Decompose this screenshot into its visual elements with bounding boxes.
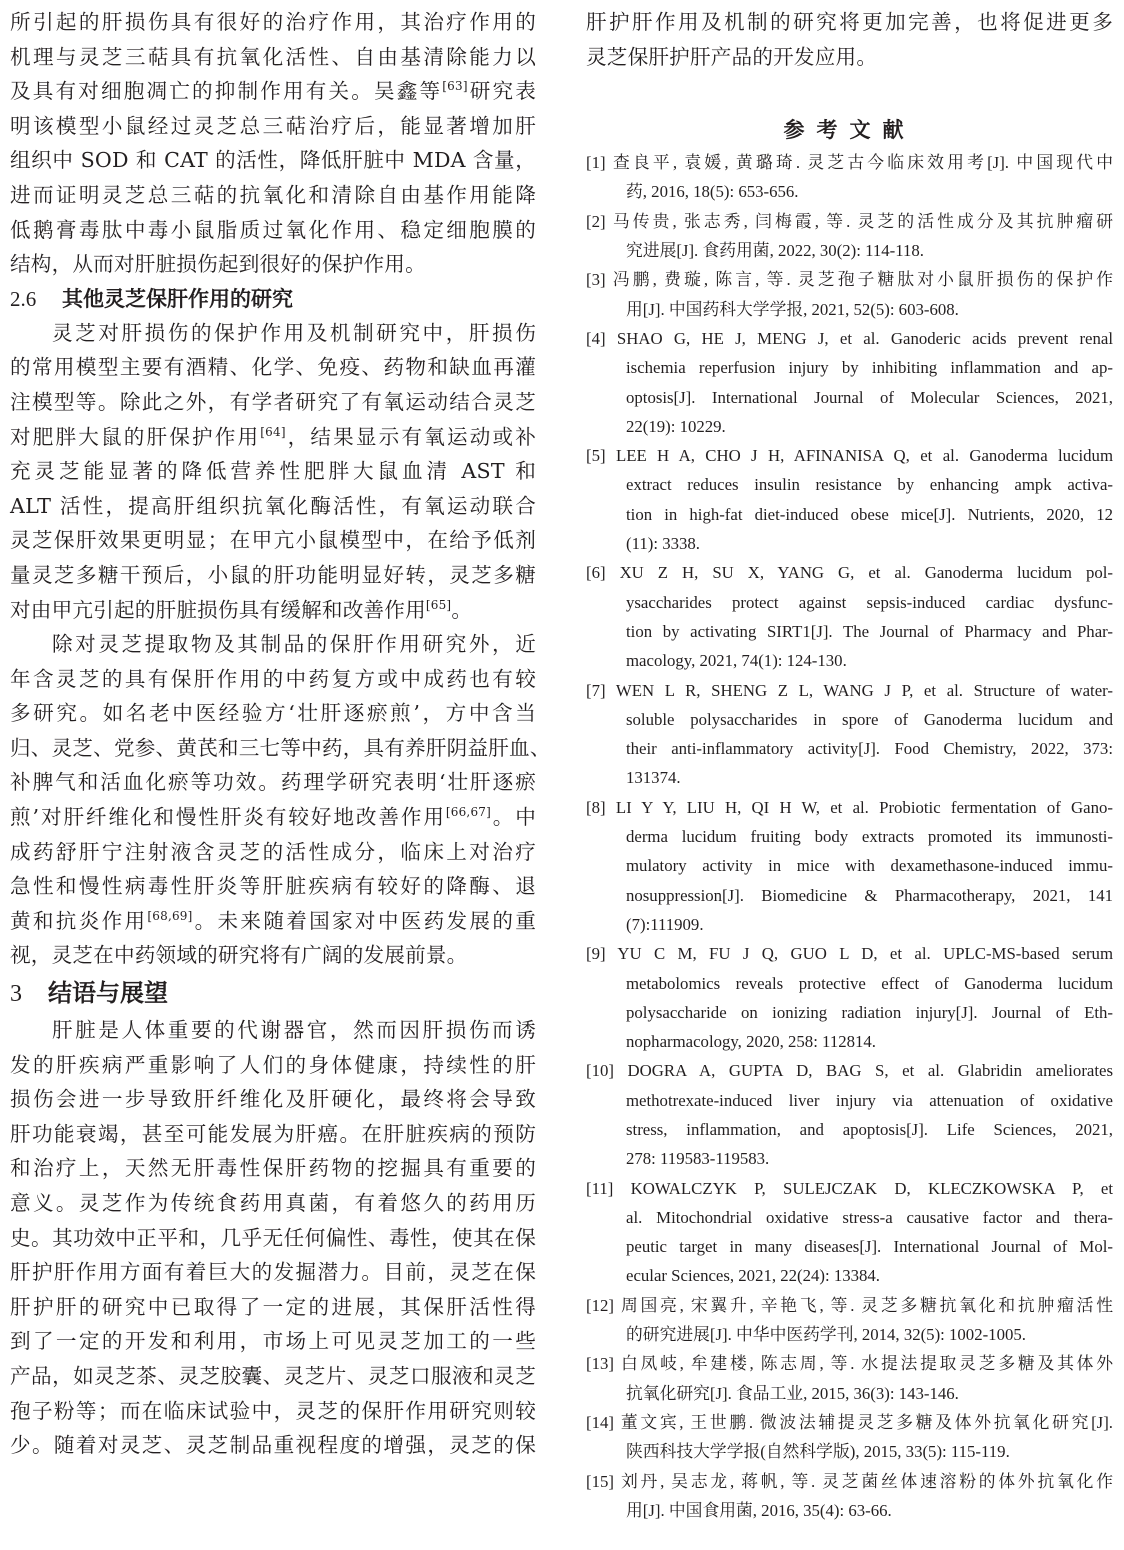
text-segment: 黄和抗炎作用 (10, 908, 148, 933)
text-line: 视，灵芝在中药领域的研究将有广阔的发展前景。 (10, 943, 468, 968)
text-segment: 。 (451, 597, 473, 622)
reference-line: 131374. (626, 768, 681, 788)
reference-item (586, 265, 1113, 324)
paragraph-conclusion (10, 1013, 536, 1463)
reference-number: [14] (586, 1412, 621, 1432)
text-line: 肝功能衰竭，甚至可能发展为肝癌。在肝脏疾病的预防 (10, 1121, 536, 1146)
reference-line: polysaccharide on ionizing radiation injury[J]. Journal of Eth- (626, 1002, 1113, 1022)
text-line: 量灵芝多糖干预后，小鼠的肝功能明显好转，灵芝多糖 (10, 562, 536, 587)
reference-line: 用[J]. 中国药科大学学报, 2021, 52(5): 603-608. (626, 299, 959, 319)
reference-number: [5] (586, 446, 616, 466)
reference-line (586, 558, 1113, 587)
reference-line: (11): 3338. (626, 534, 700, 554)
text-line: 意义。灵芝作为传统食药用真菌，有着悠久的药用历 (10, 1191, 536, 1215)
text-line: 成药舒肝宁注射液含灵芝的活性成分，临床上对治疗 (10, 839, 536, 864)
text-line: 灵芝保肝效果更明显；在甲亢小鼠模型中，在给予低剂 (10, 528, 536, 553)
reference-number: [15] (586, 1471, 621, 1491)
reference-line (586, 148, 1113, 177)
text-line: 充灵芝能显著的降低营养性肥胖大鼠血清 AST 和 (10, 459, 536, 484)
section-heading-2-6 (10, 282, 536, 316)
reference-line: (7):111909. (626, 914, 704, 934)
reference-line: macology, 2021, 74(1): 124-130. (626, 651, 847, 671)
reference-line (586, 441, 1113, 470)
text-line: 肝脏是人体重要的代谢器官，然而因肝损伤而诱 (52, 1018, 536, 1043)
reference-line: extract reduces insulin resistance by enhancing ampk activa- (626, 475, 1113, 495)
reference-line (586, 793, 1113, 822)
text-line: 的常用模型主要有酒精、化学、免疫、药物和缺血再灌 (10, 355, 536, 380)
reference-line: peutic target in many diseases[J]. International Journal of Mol- (626, 1237, 1113, 1257)
text-line: 年含灵芝的具有保肝作用的中药复方或中成药也有较 (10, 666, 536, 691)
text-line: 损伤会进一步导致肝纤维化及肝硬化，最终将会导致 (10, 1087, 536, 1112)
paragraph-triterpene-mechanism (10, 5, 536, 282)
paragraph-other-studies (10, 316, 536, 627)
text-line: 注模型等。除此之外，有学者研究了有氧运动结合灵芝 (10, 389, 536, 414)
reference-line (586, 207, 1113, 236)
reference-line: al. Mitochondrial oxidative stress-a causative factor and thera- (626, 1207, 1113, 1227)
text-line: 和治疗上，天然无肝毒性保肝药物的挖掘具有重要的 (10, 1156, 536, 1181)
text-segment: ，结果显示有氧运动或补 (285, 424, 536, 449)
reference-number: [3] (586, 270, 613, 290)
reference-line: their anti-inflammatory activity[J]. Food Chemistry, 2022, 373: (626, 739, 1113, 759)
reference-item (586, 793, 1113, 939)
reference-text: LI Y Y, LIU H, QI H W, et al. Probiotic fermentation of Gano- (615, 797, 1113, 817)
reference-item (586, 441, 1113, 558)
reference-text: KOWALCZYK P, SULEJCZAK D, KLECZKOWSKA P, et (630, 1178, 1113, 1198)
text-line: 肝护肝的研究中已取得了一定的进展，其保肝活性得 (10, 1294, 536, 1319)
reference-number: [7] (586, 680, 616, 700)
reference-text: YU C M, FU J Q, GUO L D, et al. UPLC-MS-based serum (617, 944, 1113, 964)
reference-item (586, 1056, 1113, 1173)
section-heading-3 (10, 973, 536, 1013)
reference-number: [4] (586, 328, 617, 348)
reference-line: ischemia reperfusion injury by inhibiting inflammation and ap- (626, 358, 1113, 378)
reference-line (586, 1408, 1113, 1437)
reference-text: 董文宾, 王世鹏. 微波法辅提灵芝多糖及体外抗氧化研究[J]. (620, 1412, 1114, 1432)
text-line: 孢子粉等；而在临床试验中，灵芝的保肝作用研究则较 (10, 1398, 536, 1423)
reference-line: 22(19): 10229. (626, 416, 726, 436)
reference-text: SHAO G, HE J, MENG J, et al. Ganoderic acids prevent renal (616, 328, 1114, 348)
reference-line: 陕西科技大学学报(自然科学版), 2015, 33(5): 115-119. (626, 1442, 1010, 1462)
section-title: 其他灵芝保肝作用的研究 (62, 286, 293, 311)
reference-line (586, 1056, 1113, 1085)
text-line (10, 74, 536, 109)
reference-text: XU Z H, SU X, YANG G, et al. Ganoderma lucidum pol- (619, 563, 1114, 583)
reference-number: [13] (586, 1354, 621, 1374)
text-line (10, 420, 536, 455)
reference-line: tion in high-fat diet-induced obese mice[J]. Nutrients, 2020, 12 (626, 504, 1113, 524)
text-segment: 煎’对肝纤维化和慢性肝炎有较好地改善作用 (10, 805, 446, 830)
text-line: 补脾气和活血化瘀等功效。药理学研究表明‘壮肝逐瘀 (10, 770, 536, 795)
text-line: 灵芝保肝护肝产品的开发应用。 (586, 44, 878, 69)
reference-line: optosis[J]. International Journal of Molecular Sciences, 2021, (626, 387, 1113, 407)
text-line (10, 593, 536, 628)
citation-68-69[interactable]: [68,69] (147, 908, 193, 923)
reference-item (586, 676, 1113, 793)
reference-line: 用[J]. 中国食用菌, 2016, 35(4): 63-66. (626, 1500, 892, 1520)
reference-line: tion by activating SIRT1[J]. The Journal of Pharmacy and Phar- (626, 621, 1113, 641)
reference-number: [10] (586, 1061, 628, 1081)
reference-item (586, 324, 1113, 441)
reference-line: nopharmacology, 2020, 258: 112814. (626, 1032, 876, 1052)
text-segment: 对由甲亢引起的肝脏损伤具有缓解和改善作用 (10, 597, 426, 622)
text-segment: 对肥胖大鼠的肝保护作用 (10, 424, 261, 449)
citation-65[interactable]: [65] (425, 597, 452, 612)
reference-line: soluble polysaccharides in spore of Ganoderma lucidum and (626, 709, 1113, 729)
text-line: 史。其功效中正平和，几乎无任何偏性、毒性，使其在保 (10, 1225, 536, 1250)
reference-item (586, 1467, 1113, 1526)
text-line (10, 904, 536, 939)
reference-item (586, 1349, 1113, 1408)
citation-64[interactable]: [64] (260, 424, 286, 439)
text-line: 灵芝对肝损伤的保护作用及机制研究中，肝损伤 (52, 320, 536, 345)
reference-line (586, 1349, 1113, 1378)
text-line: 发的肝疾病严重影响了人们的身体健康，持续性的肝 (10, 1052, 536, 1077)
paragraph-conclusion-end (586, 5, 1113, 74)
reference-item (586, 1291, 1113, 1350)
reference-text: 马传贵, 张志秀, 闫梅霞, 等. 灵芝的活性成分及其抗肿瘤研 (612, 211, 1113, 231)
text-line: 除对灵芝提取物及其制品的保肝作用研究外，近 (52, 632, 536, 657)
text-segment: 及具有对细胞凋亡的抑制作用有关。吴鑫等 (10, 79, 443, 104)
reference-text: 白凤岐, 牟建楼, 陈志周, 等. 水提法提取灵芝多糖及其体外 (620, 1354, 1113, 1374)
reference-text: WEN L R, SHENG Z L, WANG J P, et al. Structure of water- (615, 680, 1113, 700)
reference-line: 抗氧化研究[J]. 食品工业, 2015, 36(3): 143-146. (626, 1383, 959, 1403)
text-segment: 研究表 (467, 79, 536, 104)
reference-line: methotrexate-induced liver injury via attenuation of oxidative (626, 1090, 1113, 1110)
citation-63[interactable]: [63] (442, 79, 468, 94)
reference-text: 冯鹏, 费璇, 陈言, 等. 灵芝孢子糖肽对小鼠肝损伤的保护作 (612, 270, 1113, 290)
reference-number: [11] (586, 1178, 631, 1198)
section-number: 2.6 (10, 286, 37, 311)
reference-item (586, 939, 1113, 1056)
reference-line: 278: 119583-119583. (626, 1149, 770, 1169)
text-segment: 。未来随着国家对中医药发展的重 (192, 908, 537, 933)
text-line: 肝护肝作用及机制的研究将更加完善，也将促进更多 (586, 10, 1113, 34)
text-line: 归、灵芝、党参、黄芪和三七等中药，具有养肝阴益肝血、 (10, 735, 551, 760)
right-column (586, 0, 1113, 1525)
reference-line: 药, 2016, 18(5): 653-656. (626, 182, 799, 202)
text-line: 急性和慢性病毒性肝炎等肝脏疾病有较好的降酶、退 (10, 874, 536, 899)
reference-number: [12] (586, 1295, 621, 1315)
section-title: 结语与展望 (48, 979, 168, 1008)
reference-item (586, 1408, 1113, 1467)
reference-list (586, 148, 1113, 1525)
reference-line (586, 265, 1113, 294)
text-line: 少。随着对灵芝、灵芝制品重视程度的增强，灵芝的保 (10, 1433, 536, 1458)
reference-line (586, 1174, 1113, 1203)
text-line: 进而证明灵芝总三萜的抗氧化和清除自由基作用能降 (10, 182, 536, 207)
text-line: 肝护肝作用方面有着巨大的发掘潜力。目前，灵芝在保 (10, 1260, 536, 1285)
citation-66-67[interactable]: [66,67] (445, 805, 491, 820)
reference-number: [8] (586, 797, 616, 817)
reference-line: ecular Sciences, 2021, 22(24): 13384. (626, 1266, 880, 1286)
reference-item (586, 1174, 1113, 1291)
reference-line: metabolomics reveals protective effect of Ganoderma lucidum (626, 973, 1113, 993)
reference-number: [9] (586, 944, 618, 964)
text-line: 所引起的肝损伤具有很好的治疗作用，其治疗作用的 (10, 10, 536, 34)
reference-text: DOGRA A, GUPTA D, BAG S, et al. Glabridin ameliorates (627, 1061, 1113, 1081)
text-line: 低鹅膏毒肽中毒小鼠脂质过氧化作用、稳定细胞膜的 (10, 217, 536, 242)
text-line: 机理与灵芝三萜具有抗氧化活性、自由基清除能力以 (10, 44, 536, 69)
text-segment: 。中 (491, 805, 536, 830)
reference-line: stress, inflammation, and apoptosis[J]. Life Sciences, 2021, (626, 1119, 1113, 1139)
reference-line: mulatory activity in mice with dexamethasone-induced immu- (626, 856, 1113, 876)
reference-line: 究进展[J]. 食药用菌, 2022, 30(2): 114-118. (626, 241, 924, 261)
reference-text: 周国亮, 宋翼升, 辛艳飞, 等. 灵芝多糖抗氧化和抗肿瘤活性 (620, 1295, 1113, 1315)
reference-item (586, 207, 1113, 266)
text-line: 结构，从而对肝脏损伤起到很好的保护作用。 (10, 252, 426, 277)
reference-line: nosuppression[J]. Biomedicine & Pharmacotherapy, 2021, 141 (626, 885, 1113, 905)
text-line: 多研究。如名老中医经验方‘壮肝逐瘀煎’，方中含当 (10, 701, 536, 726)
left-column (10, 0, 551, 1463)
text-line (10, 800, 536, 835)
reference-text: 查良平, 袁媛, 黄璐琦. 灵芝古今临床效用考[J]. 中国现代中 (612, 153, 1113, 173)
reference-number: [1] (586, 153, 613, 173)
text-line: 到了一定的开发和利用，市场上可见灵芝加工的一些 (10, 1329, 536, 1354)
reference-line (586, 1291, 1113, 1320)
reference-line: ysaccharides protect against sepsis-induced cardiac dysfunc- (626, 592, 1113, 612)
text-line: 组织中 SOD 和 CAT 的活性，降低肝脏中 MDA 含量， (10, 148, 536, 173)
reference-line (586, 676, 1113, 705)
reference-line (586, 1467, 1113, 1496)
text-line: ALT 活性，提高肝组织抗氧化酶活性，有氧运动联合 (10, 493, 536, 518)
reference-line (586, 324, 1113, 353)
reference-line (586, 939, 1113, 968)
reference-number: [6] (586, 563, 620, 583)
reference-line: derma lucidum fruiting body extracts promoted its immunosti- (626, 827, 1113, 847)
reference-text: 刘丹, 吴志龙, 蒋帆, 等. 灵芝菌丝体速溶粉的体外抗氧化作 (620, 1471, 1113, 1491)
reference-item (586, 148, 1113, 207)
paragraph-tcm-formulas (10, 627, 551, 973)
section-number: 3 (10, 981, 22, 1008)
reference-item (586, 558, 1113, 675)
references-heading: 参考文献 (783, 118, 916, 143)
reference-line: 的研究进展[J]. 中华中医药学刊, 2014, 32(5): 1002-1005. (626, 1325, 1026, 1345)
reference-text: LEE H A, CHO J H, AFINANISA Q, et al. Ganoderma lucidum (615, 446, 1114, 466)
text-line: 明该模型小鼠经过灵芝总三萜治疗后，能显著增加肝 (10, 113, 536, 138)
reference-number: [2] (586, 211, 613, 231)
text-line: 产品，如灵芝茶、灵芝胶囊、灵芝片、灵芝口服液和灵芝 (10, 1363, 536, 1388)
